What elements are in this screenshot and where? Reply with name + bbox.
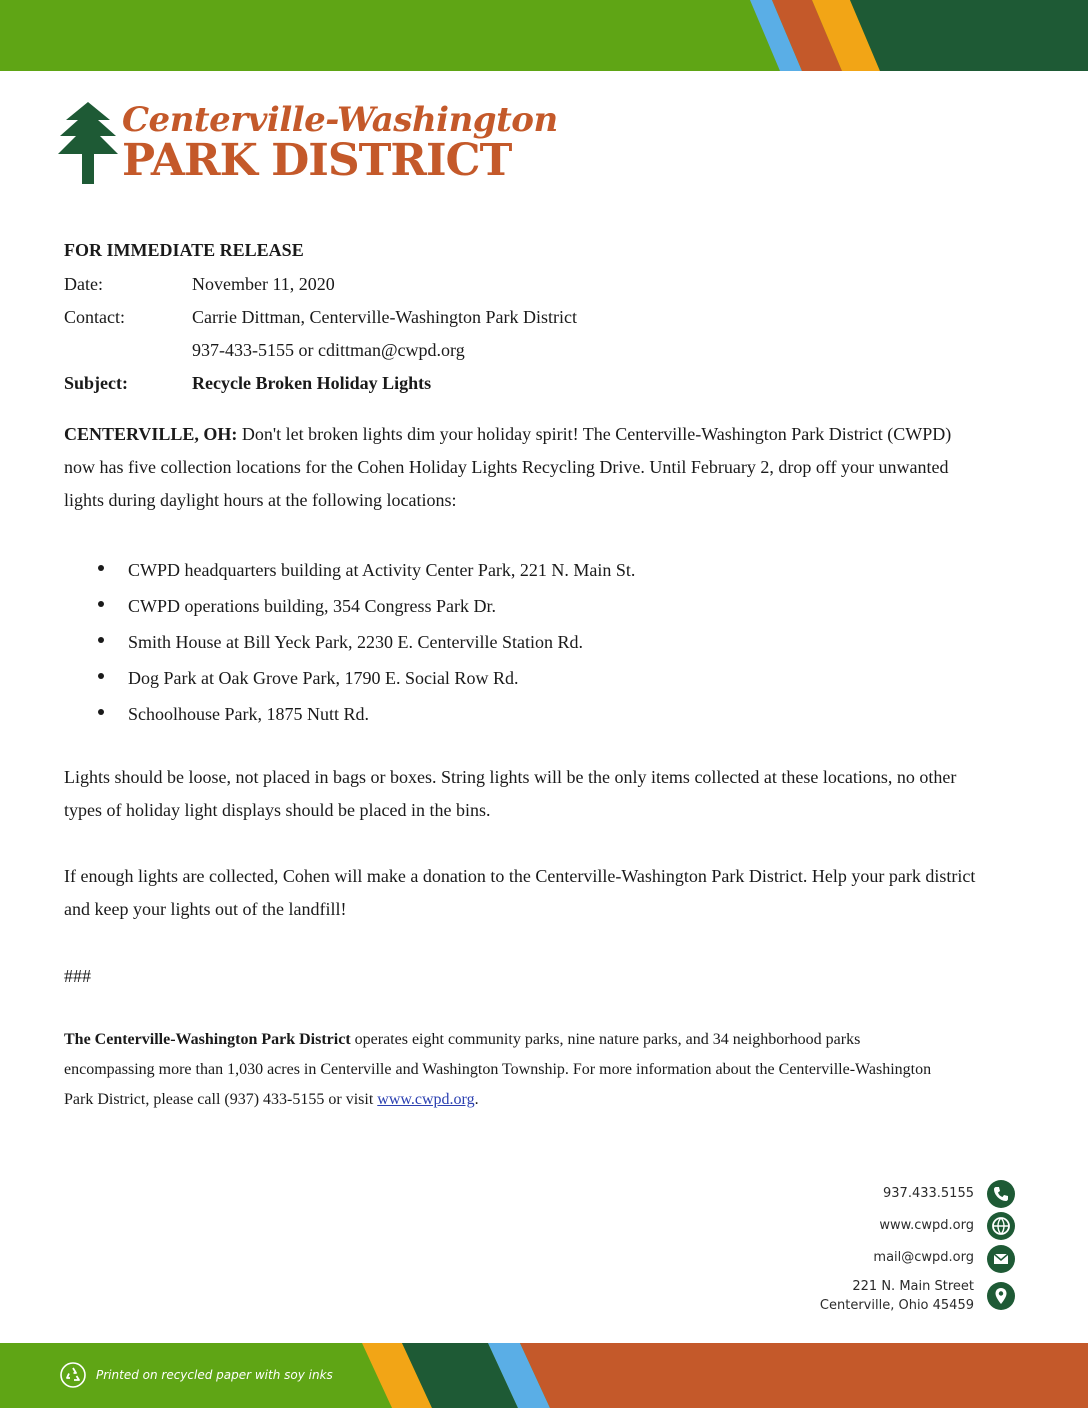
date-value: November 11, 2020 (192, 274, 335, 294)
para2-line-1: Lights should be loose, not placed in bags or boxes. String lights will be the only items collected at these locations, no other (64, 767, 957, 787)
date-label: Date: (64, 274, 103, 294)
packaging-paragraph (64, 761, 1034, 827)
about-line-1: operates eight community parks, nine nature parks, and 34 neighborhood parks (350, 1031, 861, 1048)
intro-line-1: Don't let broken lights dim your holiday spirit! The Centerville-Washington Park District (CWPD) (237, 424, 952, 444)
footer-recycled-note: Printed on recycled paper with soy inks (96, 1368, 333, 1382)
bullet (98, 637, 104, 643)
para2-line-2: types of holiday light displays should be placed in the bins. (64, 800, 491, 820)
phone-icon (987, 1180, 1015, 1208)
top-color-band (0, 0, 1088, 71)
logo-title-line1: Centerville-Washington (122, 100, 558, 140)
contact-address-line1: 221 N. Main Street (852, 1279, 974, 1294)
contact-address-line2: Centerville, Ohio 45459 (819, 1298, 974, 1313)
globe-icon (987, 1212, 1015, 1240)
about-line-2: encompassing more than 1,030 acres in Centerville and Washington Township. For more information about the Centerville-Washington (64, 1061, 932, 1078)
recycle-icon (60, 1362, 86, 1388)
contact-value: Carrie Dittman, Centerville-Washington Park District (192, 307, 577, 327)
intro-line-3: lights during daylight hours at the following locations: (64, 490, 457, 510)
list-item: Dog Park at Oak Grove Park, 1790 E. Social Row Rd. (128, 668, 519, 688)
contact-website: www.cwpd.org (879, 1218, 974, 1233)
end-mark: ### (64, 966, 91, 986)
dateline: CENTERVILLE, OH: (64, 424, 238, 444)
donation-paragraph (64, 860, 1034, 926)
website-link[interactable]: www.cwpd.org (377, 1091, 475, 1108)
about-line-3: Park District, please call (937) 433-5155 or visit (64, 1091, 378, 1108)
map-pin-icon (987, 1282, 1015, 1310)
contact-label: Contact: (64, 307, 125, 327)
tree-icon (58, 102, 118, 186)
contact-phone-email: 937-433-5155 or cdittman@cwpd.org (192, 340, 465, 360)
intro-line-2: now has five collection locations for the Cohen Holiday Lights Recycling Drive. Until February 2, drop off your unwanted (64, 457, 949, 477)
list-item: Smith House at Bill Yeck Park, 2230 E. Centerville Station Rd. (128, 632, 583, 652)
para3-line-2: and keep your lights out of the landfill! (64, 899, 347, 919)
subject-value: Recycle Broken Holiday Lights (192, 373, 432, 393)
bullet (98, 601, 104, 607)
logo-title-line2: PARK DISTRICT (122, 135, 512, 186)
intro-paragraph (64, 418, 1034, 517)
list-item: Schoolhouse Park, 1875 Nutt Rd. (128, 704, 369, 724)
about-line-3-end: . (474, 1091, 479, 1108)
about-paragraph (64, 1025, 1034, 1115)
bullet (98, 709, 104, 715)
bullet (98, 673, 104, 679)
bullet (98, 565, 104, 571)
release-label: FOR IMMEDIATE RELEASE (64, 240, 304, 260)
envelope-icon (987, 1245, 1015, 1273)
contact-email: mail@cwpd.org (873, 1250, 974, 1265)
about-org-name: The Centerville-Washington Park District (64, 1031, 351, 1048)
contact-phone: 937.433.5155 (883, 1186, 974, 1201)
list-item: CWPD operations building, 354 Congress Park Dr. (128, 596, 496, 616)
park-district-logo (58, 100, 558, 190)
list-item: CWPD headquarters building at Activity Center Park, 221 N. Main St. (128, 560, 636, 580)
subject-label: Subject: (64, 373, 128, 393)
para3-line-1: If enough lights are collected, Cohen will make a donation to the Centerville-Washington Park District. Help your park district (64, 866, 976, 886)
